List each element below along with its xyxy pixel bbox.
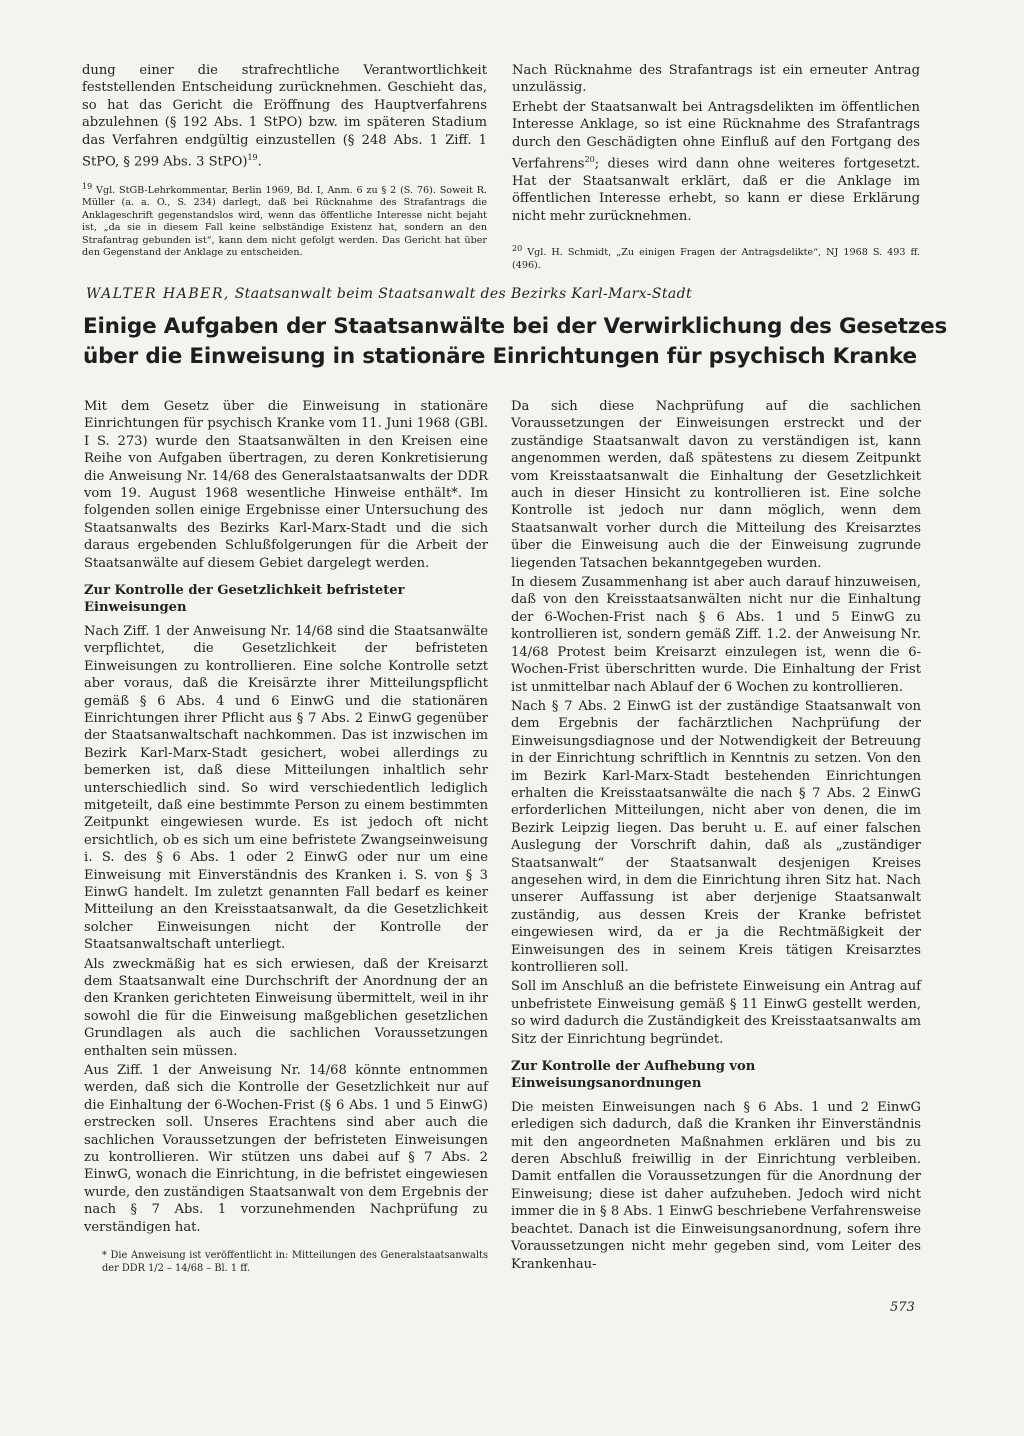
footnote-ref: 19 [247,153,258,163]
page-number: 573 [890,1300,915,1315]
body-paragraph: Da sich diese Nachprüfung auf die sachlichen Voraussetzungen der Einweisungen erstreckt und der zuständige Staatsanwalt davon zu verständigen ist, kann angenommen werden, daß spätestens zu diesem Zeitpunkt vom Kreisstaatsanwalt die Einhaltung der Gesetzlichkeit auch in dieser Hinsicht zu kontrollieren ist. Eine solche Kontrolle ist jedoch nur dann möglich, wenn dem Staatsanwalt vorher durch die Mitteilung des Kreisarztes über die Einweisung auch die der Einweisung zugrunde liegenden Tatsachen bekanntgegeben wurden. [511,399,921,571]
section-heading [84,582,488,617]
previous-article-right-column [512,62,920,274]
footnote [512,243,920,272]
footnote [82,181,487,260]
paragraph-text: Erhebt der Staatsanwalt bei Antragsdelikten im öffentlichen Interesse Anklage, so ist eine Rücknahme des Strafantrags durch den Geschädigten ohne Einfluß auf den Fortgang des Verfahrens [512,99,920,172]
title-line: Einige Aufgaben der Staatsanwälte bei der Verwirklichung des Gesetzes [83,314,948,339]
footnote: * Die Anweisung ist veröffentlicht in: Mitteilungen des Generalstaatsanwalts der DDR 1/2 – 14/68 – Bl. 1 ff. [102,1250,488,1274]
footnote-number: 19 [82,181,93,191]
body-paragraph: In diesem Zusammenhang ist aber auch darauf hinzuweisen, daß von den Kreisstaatsanwälten nicht nur die Einhaltung der 6-Wochen-Frist nach § 6 Abs. 1 und 5 EinwG zu kontrollieren ist, sondern gemäß Ziff. 1.2. der Anweisung Nr. 14/68 Protest beim Kreisarzt einzulegen ist, wenn die 6-Wochen-Frist überschritten wurde. Die Einhaltung der Frist ist unmittelbar nach Ablauf der 6 Wochen zu kontrollieren. [511,575,921,695]
paragraph-text: dung einer die strafrechtliche Verantwortlichkeit feststellenden Entscheidung zurücknehmen. Geschieht das, so hat das Gericht die Eröffnung des Hauptverfahrens abzulehnen (§ 192 Abs. 1 StPO) bzw. im späteren Stadium das Verfahren endgültig einzustellen (§ 248 Abs. 1 Ziff. 1 StPO, § 299 Abs. 3 StPO) [82,63,487,170]
article-title [83,312,963,372]
article-right-column [511,398,921,1275]
heading-line: Zur Kontrolle der Aufhebung von [511,1059,756,1075]
footnote-text: Vgl. StGB-Lehrkommentar, Berlin 1969, Bd. I, Anm. 6 zu § 2 (S. 76). Soweit R. Müller (a. a. O., S. 234) darlegt, daß bei Rücknahme des Strafantrags die Anklageschrift gegenstandslos wird, wenn das öffentliche Interesse nicht bejaht ist, „da sie in diesem Fall keine selbständige Existenz hat, sondern an den Strafantrag gebunden ist“, kann dem nicht gefolgt werden. Das Gericht hat über den Gegenstand der Anklage zu entscheiden. [82,184,487,259]
body-paragraph [512,99,920,225]
footnote-ref: 20 [584,155,595,165]
body-paragraph: Nach Ziff. 1 der Anweisung Nr. 14/68 sind die Staatsanwälte verpflichtet, die Gesetzlichkeit der befristeten Einweisungen zu kontrollieren. Eine solche Kontrolle setzt aber voraus, daß die Kreisärzte ihrer Mitteilungspflicht gemäß § 6 Abs. 4 und 6 EinwG und die stationären Einrichtungen ihrer Pflicht aus § 7 Abs. 2 EinwG gegenüber der Staatsanwaltschaft nachkommen. Das ist inzwischen im Bezirk Karl-Marx-Stadt gesichert, wobei allerdings zu bemerken ist, daß diese Mitteilungen inhaltlich sehr unterschiedlich sind. So wird verschiedentlich lediglich mitgeteilt, daß eine bestimmte Person zu einem bestimmten Zeitpunkt eingewiesen wurde. Es ist jedoch oft nicht ersichtlich, ob es sich um eine befristete Zwangseinweisung i. S. des § 6 Abs. 1 oder 2 EinwG oder nur um eine Einweisung mit Einverständnis des Kranken i. S. von § 3 EinwG handelt. Im zuletzt genannten Fall bedarf es keiner Mitteilung an den Kreisstaatsanwalt, da die Gesetzlichkeit solcher Einweisungen nicht der Kontrolle der Staatsanwaltschaft unterliegt. [84,623,488,953]
body-paragraph: Nach § 7 Abs. 2 EinwG ist der zuständige Staatsanwalt von dem Ergebnis der fachärztlichen Nachprüfung der Einweisungsdiagnose und der Notwendigkeit der Betreuung in der Einrichtung schriftlich in Kenntnis zu setzen. Von den im Bezirk Karl-Marx-Stadt bestehenden Einrichtungen erhalten die Kreisstaatsanwälte die nach § 7 Abs. 2 EinwG erforderlichen Mitteilungen, nicht aber von denen, die im Bezirk Leipzig liegen. Das beruht u. E. auf einer falschen Auslegung der Vorschrift dahin, daß als „zuständiger Staatsanwalt“ der Staatsanwalt desjenigen Kreises angesehen wird, in dem die Einrichtung ihren Sitz hat. Nach unserer Auffassung ist aber derjenige Staatsanwalt zuständig, aus dessen Kreis der Kranke befristet eingewiesen wird, da er ja die Rechtmäßigkeit der Einweisungen des in seinem Kreis tätigen Kreisarztes kontrollieren soll. [511,698,921,975]
footnote-text: Vgl. H. Schmidt, „Zu einigen Fragen der Antragsdelikte“, NJ 1968 S. 493 ff. (496). [512,247,920,271]
body-paragraph: Soll im Anschluß an die befristete Einweisung ein Antrag auf unbefristete Einweisung gemäß § 11 EinwG gestellt werden, so wird dadurch die Zuständigkeit des Kreisstaatsanwalts am Sitz der Einrichtung begründet. [511,979,921,1047]
heading-line: Einweisungen [84,600,187,616]
footnote-number: 20 [512,244,523,254]
section-heading [511,1058,921,1093]
body-paragraph: Als zweckmäßig hat es sich erwiesen, daß der Kreisarzt dem Staatsanwalt eine Durchschrift der Anordnung der an den Kranken gerichteten Einweisung übermittelt, weil in ihr sowohl die für die Einweisung maßgeblichen gesetzlichen Grundlagen als auch die sachlichen Voraussetzungen enthalten sein müssen. [84,956,488,1059]
body-paragraph: Nach Rücknahme des Strafantrags ist ein erneuter Antrag unzulässig. [512,63,920,96]
intro-paragraph: Mit dem Gesetz über die Einweisung in stationäre Einrichtungen für psychisch Kranke vom 11. Juni 1968 (GBl. I S. 273) wurde den Staatsanwälten in den Kreisen eine Reihe von Aufgaben übertragen, zu deren Konkretisierung die Anweisung Nr. 14/68 des Generalstaatsanwalts der DDR vom 19. August 1968 wesentliche Hinweise enthält*. Im folgenden sollen einige Ergebnisse einer Untersuchung des Staatsanwalts des Bezirks Karl-Marx-Stadt und die sich daraus ergebenden Schlußfolgerungen für die Arbeit der Staatsanwälte auf diesem Gebiet dargelegt werden. [84,399,488,571]
title-line: über die Einweisung in stationäre Einrichtungen für psychisch Kranke [83,344,917,369]
author-byline [86,286,946,302]
body-paragraph: Aus Ziff. 1 der Anweisung Nr. 14/68 könnte entnommen werden, daß sich die Kontrolle der Gesetzlichkeit nur auf die Einhaltung der 6-Wochen-Frist (§ 6 Abs. 1 und 5 EinwG) erstrecken soll. Unseres Erachtens sind aber auch die sachlichen Voraussetzungen der befristeten Einweisungen zu kontrollieren. Wir stützen uns dabei auf § 7 Abs. 2 EinwG, wonach die Einrichtung, in die befristet eingewiesen wurde, den zuständigen Staatsanwalt von dem Ergebnis der nach § 7 Abs. 1 vorzunehmenden Nachprüfung zu verständigen hat. [84,1063,488,1235]
author-name: WALTER HABER, [86,286,230,302]
article-left-column [84,398,488,1277]
heading-line: Einweisungsanordnungen [511,1076,702,1092]
paragraph-text: ; dieses wird dann ohne weiteres fortgesetzt. Hat der Staatsanwalt erklärt, daß er die Anklage im öffentlichen Interesse erhebt, so kann er diese Erklärung nicht mehr zurücknehmen. [512,156,920,224]
author-role: Staatsanwalt beim Staatsanwalt des Bezirks Karl-Marx-Stadt [234,286,693,302]
previous-article-left-column [82,62,487,261]
heading-line: Zur Kontrolle der Gesetzlichkeit befristeter [84,583,405,599]
body-paragraph: dung einer die strafrechtliche Verantwortlichkeit feststellenden Entscheidung zurücknehmen. Geschieht das, so hat das Gericht die Eröffnung des Hauptverfahrens abzulehnen (§ 192 Abs. 1 StPO) bzw. im späteren Stadium das Verfahren endgültig einzustellen (§ 248 Abs. 1 Ziff. 1 StPO, § 299 Abs. 3 StPO)$^{19}$. [82,63,487,170]
body-paragraph: Die meisten Einweisungen nach § 6 Abs. 1 und 2 EinwG erledigen sich dadurch, daß die Kranken ihr Einverständnis mit den angeordneten Maßnahmen erklären und bis zu deren Abschluß freiwillig in der Einrichtung verbleiben. Damit entfallen die Voraussetzungen für die Anordnung der Einweisung; diese ist daher aufzuheben. Jedoch wird nicht immer die in § 8 Abs. 1 EinwG beschriebene Verfahrensweise beachtet. Danach ist die Einweisungsanordnung, sofern ihre Voraussetzungen nicht mehr gegeben sind, vom Leiter des Krankenhau- [511,1099,921,1272]
